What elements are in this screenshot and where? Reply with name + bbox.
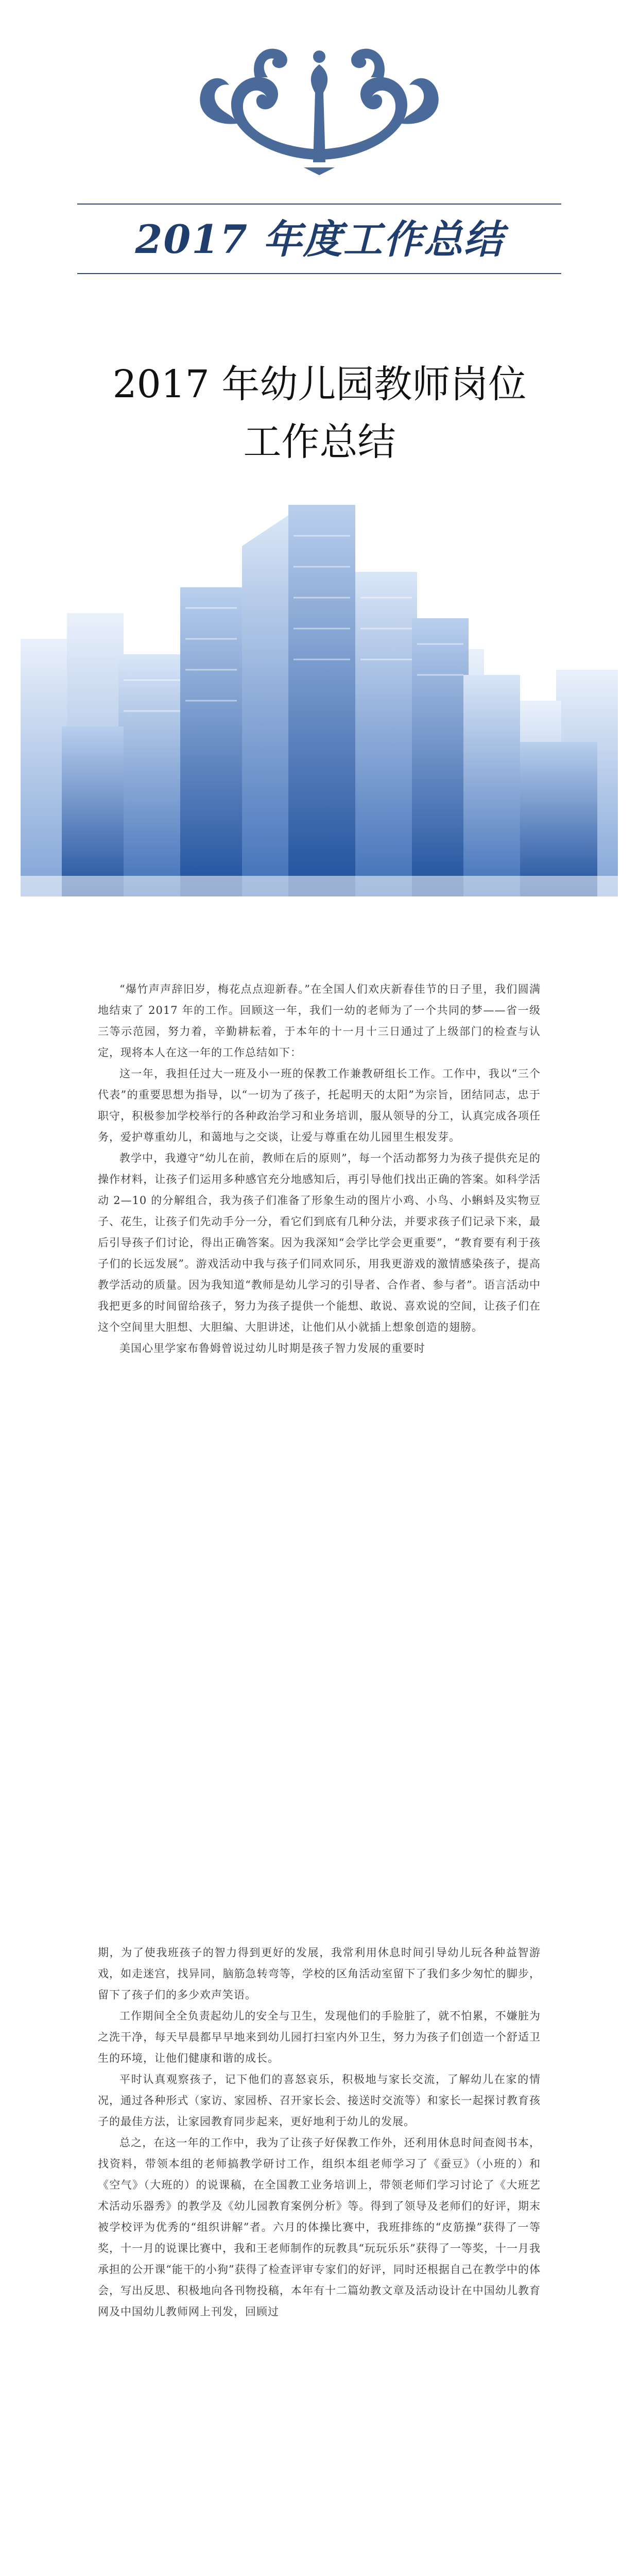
paragraph: 教学中，我遵守“幼儿在前，教师在后的原则”，每一个活动都努力为孩子提供充足的操作材料，让孩子们运用多种感官充分地感知后，再引导他们找出正确的答案。如科学活动 2—10 的分解组合，我为孩子们准备了形象生动的图片小鸡、小鸟、小蝌蚪及实物豆子、花生，让孩子们先动手分一分，看它们到底有几种分法，并要求孩子们记录下来，最后引导孩子们讨论，得出正确答案。因为我深知“会学比学会更重要”，“教育要有利于孩子们的长远发展”。游戏活动中我与孩子们同欢同乐，用我更游戏的激情感染孩子，提高教学活动的质量。因为我知道“教师是幼儿学习的引导者、合作者、参与者”。语言活动中我把更多的时间留给孩子，努力为孩子提供一个能想、敢说、喜欢说的空间，让孩子们在这个空间里大胆想、大胆编、大胆讲述，让他们从小就插上想象创造的翅膀。 xyxy=(98,1152,541,1333)
body-text-page1 xyxy=(98,979,541,1359)
paragraph: 总之，在这一年的工作中，我为了让孩子好保教工作外，还利用休息时间查阅书本，找资料，带领本组的老师搞教学研讨工作，组织本组老师学习了《蚕豆》（小班的）和《空气》（大班的）的说课稿，在全国教工业务培训上，带领老师们学习讨论了《大班艺术活动乐器秀》的教学及《幼儿园教育案例分析》等。得到了领导及老师们的好评，期末被学校评为优秀的“组织讲解”者。六月的体操比赛中，我班排练的“皮筋操”获得了一等奖，十一月的说课比赛中，我和王老师制作的玩教具“玩玩乐乐”获得了一等奖，十一月我承担的公开课“能干的小狗”获得了检查评审专家们的好评，同时还根据自己在教学中的体会，写出反思、积极地向各刊物投稿，本年有十二篇幼教文章及活动设计在中国幼儿教育网及中国幼儿教师网上刊发，回顾过 xyxy=(98,2137,541,2318)
document-title-line2: 工作总结 xyxy=(243,420,396,464)
banner-rule-top xyxy=(77,204,561,205)
paragraph: 平时认真观察孩子，记下他们的喜怒哀乐，积极地与家长交流，了解幼儿在家的情况，通过各种形式（家访、家园桥、召开家长会、接送时交流等）和家长一起探讨教育孩子的最佳方法，让家园教育同步起来，更好地利于幼儿的发展。 xyxy=(98,2073,541,2128)
banner-rule-bottom xyxy=(77,273,561,274)
floral-ornament-icon xyxy=(165,36,474,175)
document-title xyxy=(0,355,639,471)
body-text-page2 xyxy=(98,1942,541,2323)
document-title-line1: 2017 年幼儿园教师岗位 xyxy=(112,362,527,406)
paragraph: “爆竹声声辞旧岁，梅花点点迎新春。”在全国人们欢庆新春佳节的日子里，我们圆满地结束了 2017 年的工作。回顾这一年，我们一幼的老师为了一个共同的梦——省一级三等示范园，努力着，辛勤耕耘着，于本年的十一月十三日通过了上级部门的检查与认定，现将本人在这一年的工作总结如下： xyxy=(98,983,541,1059)
paragraph: 美国心里学家布鲁姆曾说过幼儿时期是孩子智力发展的重要时 xyxy=(119,1342,425,1354)
paragraph: 工作期间全全负责起幼儿的安全与卫生，发现他们的手脸脏了，就不怕累，不嫌脏为之洗干净，每天早晨都早早地来到幼儿园打扫室内外卫生，努力为孩子们创造一个舒适卫生的环境，让他们健康和谐的成长。 xyxy=(98,2010,541,2064)
foreground-buildings xyxy=(62,505,597,896)
city-skyline-illustration xyxy=(0,484,639,938)
paragraph-continued: 期，为了使我班孩子的智力得到更好的发展，我常利用休息时间引导幼儿玩各种益智游戏，如走迷宫，找异同，脑筋急转弯等，学校的区角活动室留下了我们多少匆忙的脚步，留下了孩子们的多少欢声笑语。 xyxy=(98,1946,541,2001)
banner-title: 2017 年度工作总结 xyxy=(135,216,504,262)
paragraph: 这一年，我担任过大一班及小一班的保教工作兼教研组长工作。工作中，我以“三个代表”的重要思想为指导，以“一切为了孩子，托起明天的太阳”为宗旨，团结同志，忠于职守，积极参加学校举行的各种政治学习和业务培训，服从领导的分工，认真完成各项任务，爱护尊重幼儿，和蔼地与之交谈，让爱与尊重在幼儿园里生根发芽。 xyxy=(98,1067,541,1143)
